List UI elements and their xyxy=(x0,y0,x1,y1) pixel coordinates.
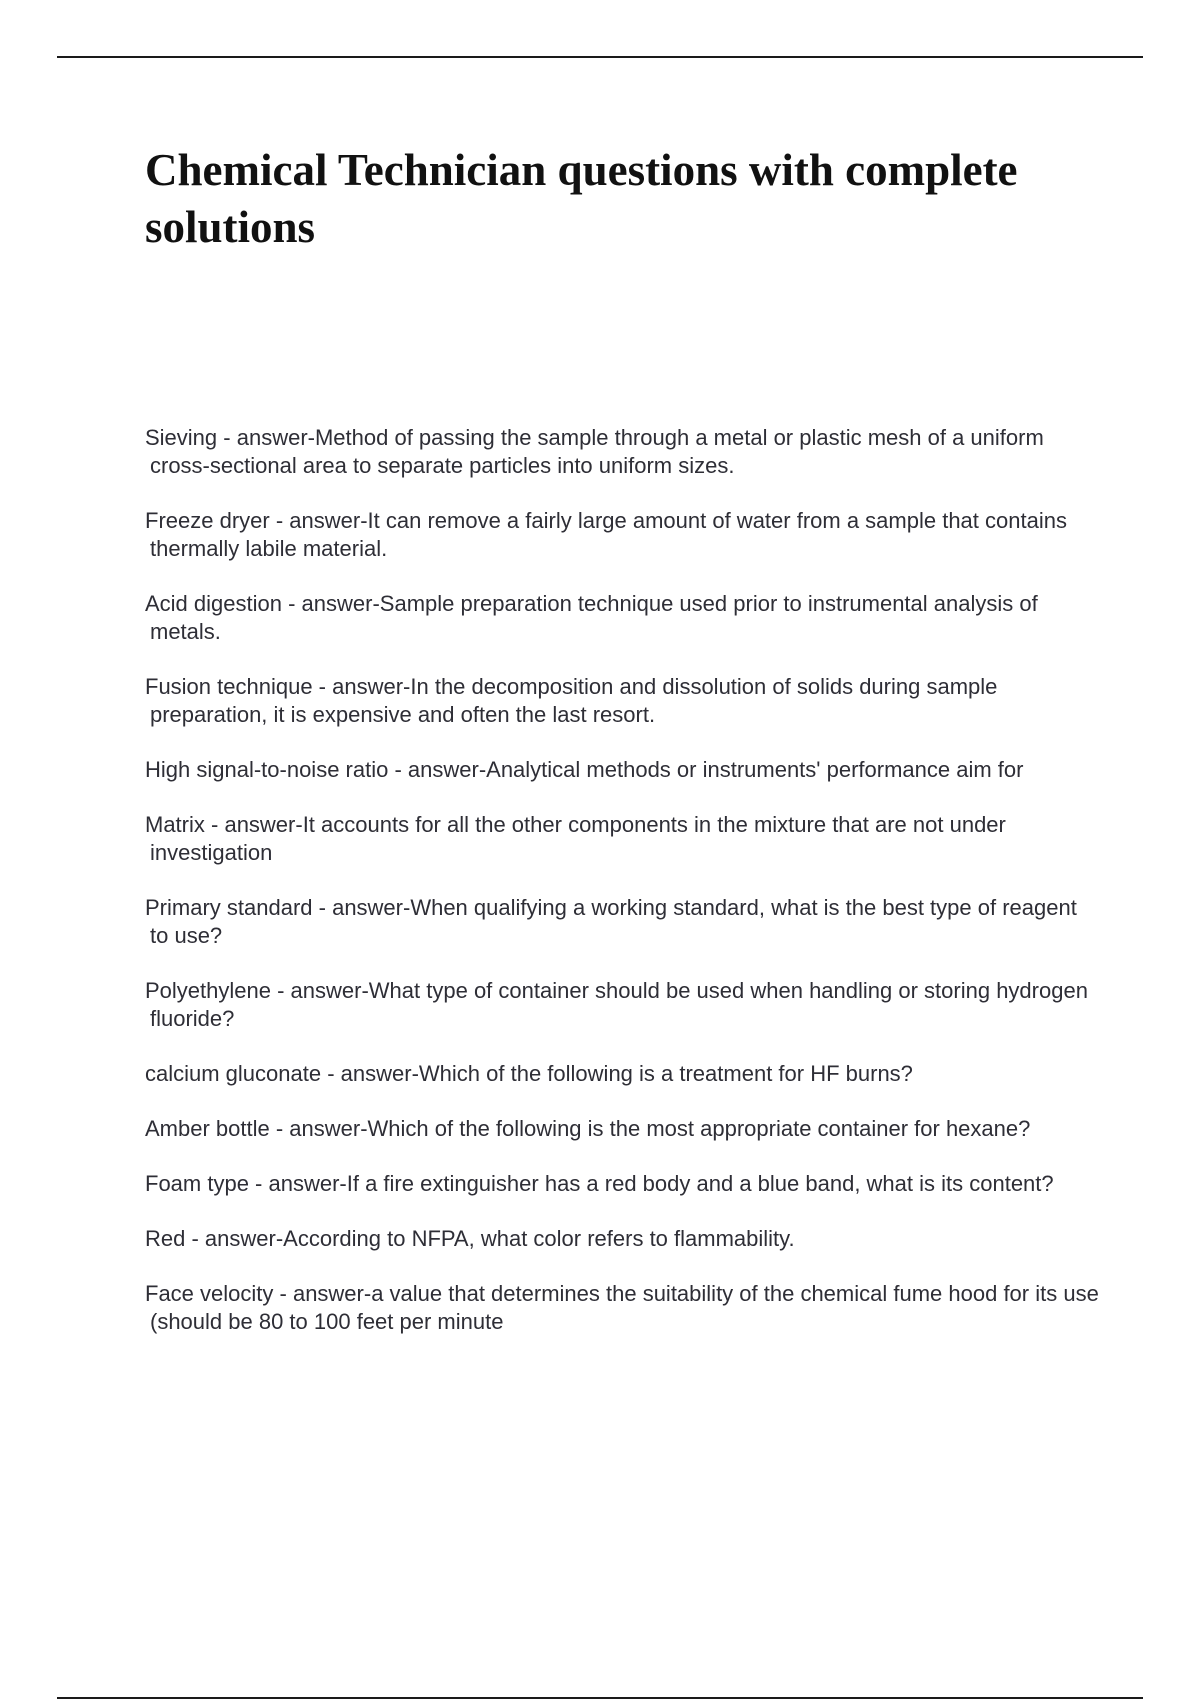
entry-term: Amber bottle - xyxy=(145,1116,289,1141)
entry-answer: answer-If a fire extinguisher has a red body and a blue band, what is its content? xyxy=(268,1171,1054,1196)
entry-term: Freeze dryer - xyxy=(145,508,289,533)
entry-answer: answer-Which of the following is the most appropriate container for hexane? xyxy=(289,1116,1031,1141)
entry-term: Matrix - xyxy=(145,812,224,837)
entry-term: Polyethylene - xyxy=(145,978,291,1003)
qa-entry xyxy=(145,756,1100,784)
qa-entry xyxy=(145,894,1100,950)
qa-entry xyxy=(145,590,1100,646)
footer-rule xyxy=(57,1697,1143,1699)
qa-entry xyxy=(145,977,1100,1033)
header-rule xyxy=(57,56,1143,58)
qa-entry xyxy=(145,811,1100,867)
entry-answer: answer-It accounts for all the other components in the mixture that are not under investigation xyxy=(150,812,1006,865)
qa-entry xyxy=(145,1170,1100,1198)
entry-term: Fusion technique - xyxy=(145,674,332,699)
entry-answer: answer-Which of the following is a treatment for HF burns? xyxy=(340,1061,913,1086)
entry-term: Primary standard - xyxy=(145,895,332,920)
qa-entry xyxy=(145,673,1100,729)
entry-term: High signal-to-noise ratio - xyxy=(145,757,408,782)
entry-answer: answer-In the decomposition and dissolution of solids during sample preparation, it is expensive and often the last resort. xyxy=(150,674,998,727)
entry-answer: answer-a value that determines the suitability of the chemical fume hood for its use (should be 80 to 100 feet per minute xyxy=(150,1281,1099,1334)
entry-term: Acid digestion - xyxy=(145,591,302,616)
entry-answer: answer-What type of container should be used when handling or storing hydrogen fluoride? xyxy=(150,978,1088,1031)
qa-entry xyxy=(145,1115,1100,1143)
entry-answer: answer-It can remove a fairly large amount of water from a sample that contains thermally labile material. xyxy=(150,508,1067,561)
qa-entry xyxy=(145,507,1100,563)
entry-term: Foam type - xyxy=(145,1171,269,1196)
document-title: Chemical Technician questions with complete solutions xyxy=(145,145,1018,252)
entry-answer: answer-Analytical methods or instruments' performance aim for xyxy=(407,757,1024,782)
entry-answer: answer-According to NFPA, what color refers to flammability. xyxy=(204,1226,795,1251)
qa-list xyxy=(145,424,1100,1363)
qa-entry xyxy=(145,1060,1100,1088)
entry-answer: answer-When qualifying a working standard, what is the best type of reagent to use? xyxy=(150,895,1077,948)
qa-entry xyxy=(145,1280,1100,1336)
entry-term: Red - xyxy=(145,1226,205,1251)
entry-term: Sieving - xyxy=(145,425,237,450)
entry-answer: answer-Method of passing the sample through a metal or plastic mesh of a uniform cross-sectional area to separate particles into uniform sizes. xyxy=(150,425,1044,478)
qa-entry xyxy=(145,1225,1100,1253)
entry-term: Face velocity - xyxy=(145,1281,293,1306)
entry-answer: answer-Sample preparation technique used prior to instrumental analysis of metals. xyxy=(150,591,1038,644)
entry-term: calcium gluconate - xyxy=(145,1061,341,1086)
qa-entry xyxy=(145,424,1100,480)
